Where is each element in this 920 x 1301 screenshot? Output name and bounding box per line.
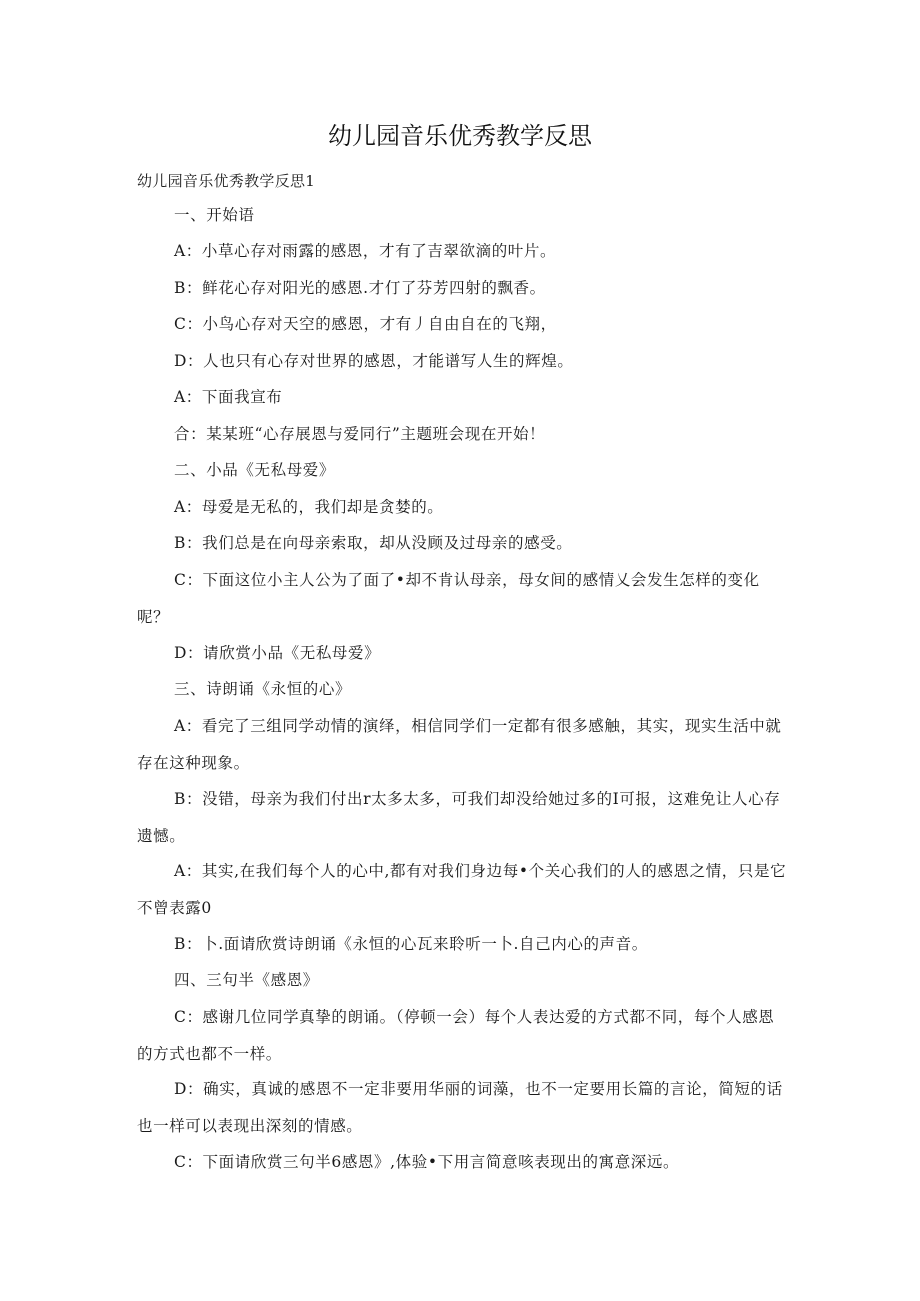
paragraph: A：看完了三组同学动情的演绎，相信同学们一定都有很多感触，其实，现实生活中就存在这种现象。 bbox=[137, 717, 782, 772]
paragraph: A：其实,在我们每个人的心中,都有对我们身边每•个关心我们的人的感恩之情，只是它不曾表露0 bbox=[137, 862, 787, 917]
paragraph: 一、开始语 bbox=[174, 206, 255, 224]
paragraph: D：请欣赏小品《无私母爱》 bbox=[174, 644, 381, 662]
paragraph: C：下面这位小主人公为了面了•却不肯认母亲，母女间的感情乂会发生怎样的变化呢？ bbox=[137, 571, 760, 626]
paragraph: A：下面我宣布 bbox=[174, 388, 283, 406]
paragraph: D：确实，真诚的感恩不一定非要用华丽的词藻，也不一定要用长篇的言论，简短的话也一样可以表现出深刻的情感。 bbox=[137, 1080, 783, 1135]
paragraph: B：卜.面请欣赏诗朗诵《永恒的心瓦来聆听一卜.自己内心的声音。 bbox=[174, 935, 648, 953]
paragraph: A：母爱是无私的，我们却是贪婪的。 bbox=[174, 498, 444, 516]
paragraph: B：我们总是在向母亲索取，却从没顾及过母亲的感受。 bbox=[174, 534, 573, 552]
paragraph: B：没错，母亲为我们付出r太多太多，可我们却没给她过多的I可报，这难免让人心存遗憾。 bbox=[137, 790, 781, 845]
paragraph: B：鲜花心存对阳光的感恩.才仃了芬芳四射的飘香。 bbox=[174, 279, 546, 297]
document-title: 幼儿园音乐优秀教学反思 bbox=[328, 122, 592, 150]
paragraph: 三、诗朗诵《永恒的心》 bbox=[174, 680, 352, 698]
paragraph: D：人也只有心存对世界的感恩，才能谱写人生的辉煌。 bbox=[174, 352, 574, 370]
paragraph: 四、三句半《感恩》 bbox=[174, 971, 319, 989]
paragraph: 二、小品《无私母爱》 bbox=[174, 461, 336, 479]
section-title: 幼儿园音乐优秀教学反思1 bbox=[137, 172, 316, 190]
paragraph: A：小草心存对雨露的感恩，才有了吉翠欲滴的叶片。 bbox=[174, 242, 557, 260]
paragraph: 合：某某班“心存展恩与爱同行”主题班会现在开始！ bbox=[174, 425, 546, 443]
paragraph: C：小鸟心存对天空的感恩，才有丿自由自在的飞翔， bbox=[174, 315, 557, 333]
paragraph: C：下面请欣赏三句半6感恩》,体验•下用言简意咳表现出的寓意深远。 bbox=[174, 1153, 680, 1171]
paragraph: C：感谢几位同学真挚的朗诵。（停顿一会）每个人表达爱的方式都不同，每个人感恩的方式也都不一样。 bbox=[137, 1008, 775, 1063]
